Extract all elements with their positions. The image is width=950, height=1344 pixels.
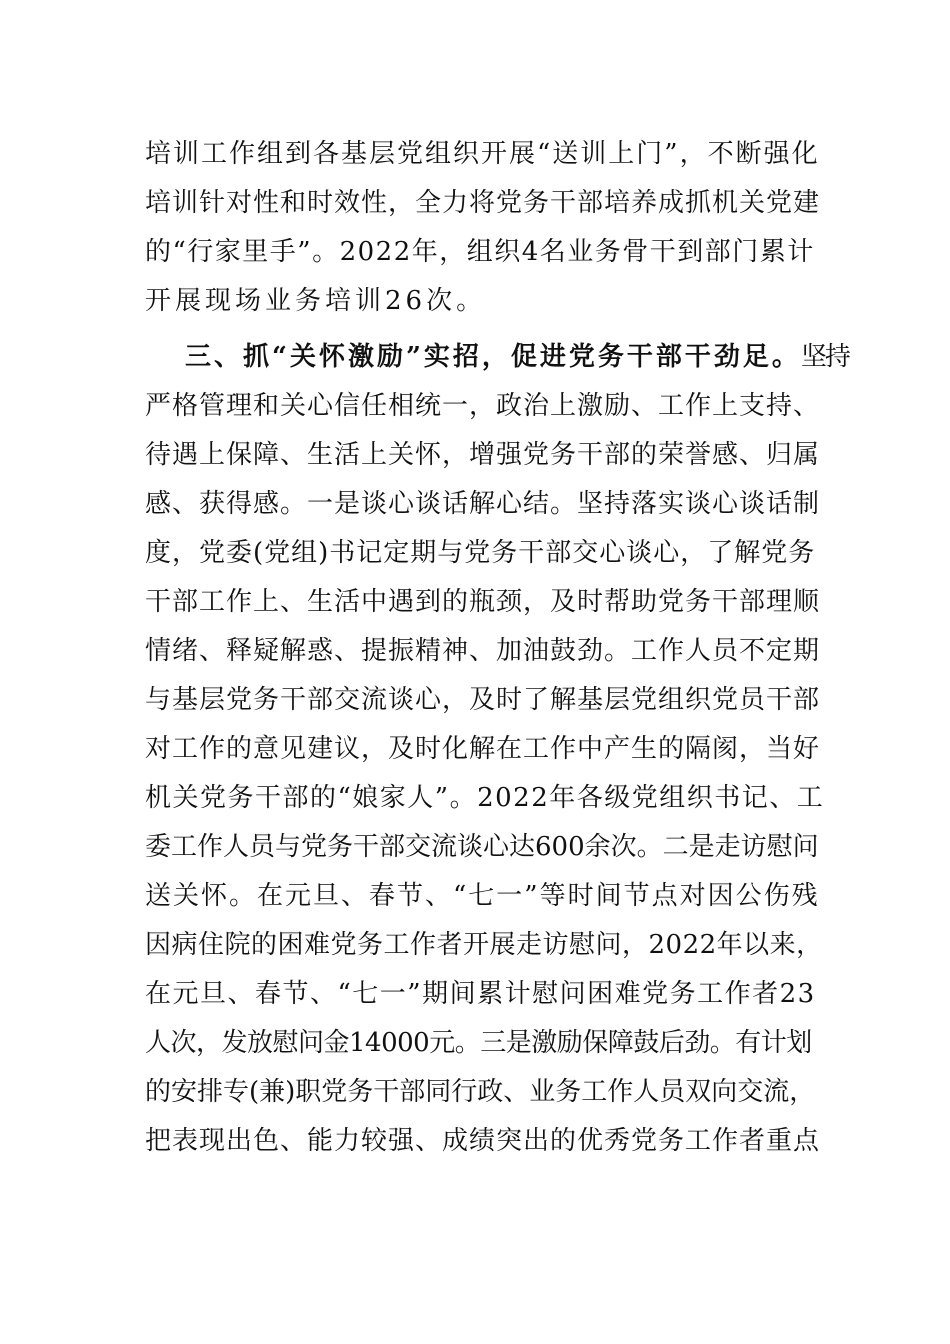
paragraph-line: 度，党委(党组)书记定期与党务干部交心谈心，了解党务 — [145, 538, 816, 568]
paragraph-line: 送关怀。在元旦、春节、“七一”等时间节点对因公伤残 — [145, 881, 820, 911]
paragraph-line: 待遇上保障、生活上关怀，增强党务干部的荣誉感、归属 — [145, 440, 821, 470]
paragraph-line: 机关党务干部的“娘家人”。2022年各级党组织书记、工 — [145, 783, 825, 813]
paragraph-line: 的安排专(兼)职党务干部同行政、业务工作人员双向交流， — [145, 1077, 816, 1107]
paragraph-line: 把表现出色、能力较强、成绩突出的优秀党务工作者重点 — [145, 1126, 821, 1156]
paragraph-line: 情绪、释疑解惑、提振精神、加油鼓劲。工作人员不定期 — [145, 636, 821, 666]
paragraph-line: 开展现场业务培训26次。 — [145, 286, 487, 316]
heading-continuation: 坚持 — [800, 342, 849, 372]
paragraph-line: 对工作的意见建议，及时化解在工作中产生的隔阂，当好 — [145, 734, 821, 764]
paragraph-line: 培训针对性和时效性，全力将党务干部培养成抓机关党建 — [145, 188, 821, 218]
paragraph-line: 因病住院的困难党务工作者开展走访慰问，2022年以来， — [145, 930, 823, 960]
paragraph-line: 在元旦、春节、“七一”期间累计慰问困难党务工作者23 — [145, 979, 816, 1009]
section-heading: 三、抓“关怀激励”实招，促进党务干部干劲足。 — [185, 342, 801, 372]
paragraph-line: 委工作人员与党务干部交流谈心达600余次。二是走访慰问 — [145, 832, 819, 862]
section-heading-line — [185, 340, 849, 374]
paragraph-line: 培训工作组到各基层党组织开展“送训上门”，不断强化 — [145, 139, 820, 169]
paragraph-line: 感、获得感。一是谈心谈话解心结。坚持落实谈心谈话制 — [145, 489, 821, 519]
paragraph-line: 干部工作上、生活中遇到的瓶颈，及时帮助党务干部理顺 — [145, 587, 821, 617]
paragraph-line: 的“行家里手”。2022年，组织4名业务骨干到部门累计 — [145, 237, 815, 267]
paragraph-line: 与基层党务干部交流谈心，及时了解基层党组织党员干部 — [145, 685, 821, 715]
paragraph-line: 人次，发放慰问金14000元。三是激励保障鼓后劲。有计划 — [145, 1028, 812, 1058]
paragraph-line: 严格管理和关心信任相统一，政治上激励、工作上支持、 — [145, 391, 821, 421]
